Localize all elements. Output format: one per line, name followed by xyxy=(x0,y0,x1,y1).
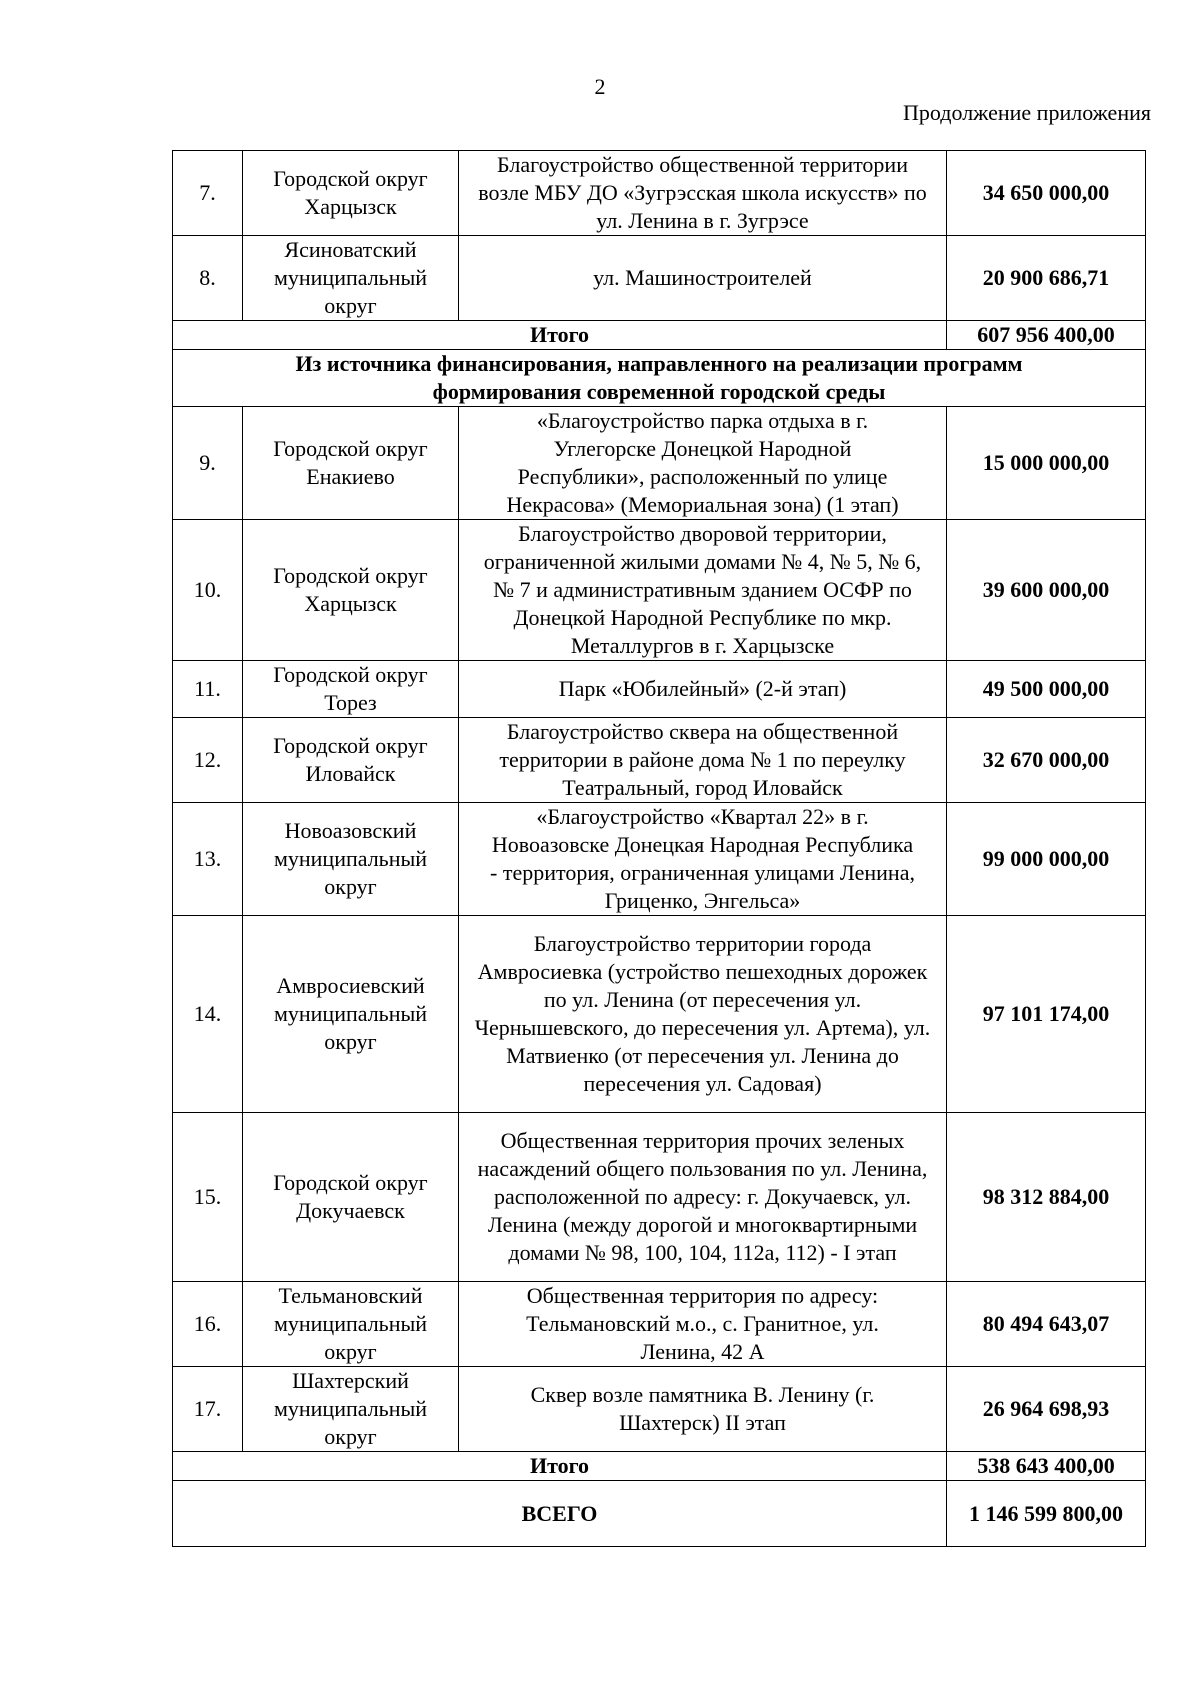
row-number: 11. xyxy=(173,661,243,718)
district-cell: Городской округ Торез xyxy=(243,661,459,718)
row-number: 13. xyxy=(173,803,243,916)
object-cell: Общественная территория прочих зеленых насаждений общего пользования по ул. Ленина, расположенной по адресу: г. Докучаевск, ул. Ленина (между дорогой и многоквартирными домами № 98, 100, 104, 112а, 112) - I этап xyxy=(459,1113,947,1282)
object-cell: «Благоустройство «Квартал 22» в г. Новоазовске Донецкая Народная Республика - территория, ограниченная улицами Ленина, Гриценко, Энгельса» xyxy=(459,803,947,916)
total-amount: 607 956 400,00 xyxy=(947,321,1146,350)
amount-cell: 39 600 000,00 xyxy=(947,520,1146,661)
district-cell: Ясиноватский муниципальный округ xyxy=(243,236,459,321)
section-header-row xyxy=(173,350,1146,407)
row-number: 10. xyxy=(173,520,243,661)
object-cell: Благоустройство дворовой территории, ограниченной жилыми домами № 4, № 5, № 6, № 7 и административным зданием ОСФР по Донецкой Народной Республике по мкр. Металлургов в г. Харцызске xyxy=(459,520,947,661)
object-cell: Благоустройство общественной территории возле МБУ ДО «Зугрэсская школа искусств» по ул. Ленина в г. Зугрэсе xyxy=(459,151,947,236)
table-row xyxy=(173,1282,1146,1367)
amount-cell: 26 964 698,93 xyxy=(947,1367,1146,1452)
table-row xyxy=(173,916,1146,1113)
table-row xyxy=(173,803,1146,916)
appendix-table xyxy=(172,150,1146,1547)
object-cell: Общественная территория по адресу: Тельмановский м.о., с. Гранитное, ул. Ленина, 42 А xyxy=(459,1282,947,1367)
district-cell: Шахтерский муниципальный округ xyxy=(243,1367,459,1452)
object-cell: ул. Машиностроителей xyxy=(459,236,947,321)
amount-cell: 34 650 000,00 xyxy=(947,151,1146,236)
amount-cell: 98 312 884,00 xyxy=(947,1113,1146,1282)
amount-cell: 99 000 000,00 xyxy=(947,803,1146,916)
grand-total-amount: 1 146 599 800,00 xyxy=(947,1481,1146,1547)
district-cell: Городской округ Иловайск xyxy=(243,718,459,803)
table-row xyxy=(173,520,1146,661)
amount-cell: 49 500 000,00 xyxy=(947,661,1146,718)
row-number: 9. xyxy=(173,407,243,520)
object-cell: Сквер возле памятника В. Ленину (г. Шахтерск) II этап xyxy=(459,1367,947,1452)
table-row xyxy=(173,236,1146,321)
amount-cell: 20 900 686,71 xyxy=(947,236,1146,321)
table-row xyxy=(173,151,1146,236)
row-number: 8. xyxy=(173,236,243,321)
row-number: 16. xyxy=(173,1282,243,1367)
row-number: 17. xyxy=(173,1367,243,1452)
row-number: 15. xyxy=(173,1113,243,1282)
table-row xyxy=(173,1113,1146,1282)
total-row xyxy=(173,321,1146,350)
amount-cell: 80 494 643,07 xyxy=(947,1282,1146,1367)
district-cell: Амвросиевский муниципальный округ xyxy=(243,916,459,1113)
amount-cell: 97 101 174,00 xyxy=(947,916,1146,1113)
total-row xyxy=(173,1452,1146,1481)
total-label: Итого xyxy=(173,321,947,350)
page-number: 2 xyxy=(594,74,606,99)
object-cell: Благоустройство сквера на общественной территории в районе дома № 1 по переулку Театральный, город Иловайск xyxy=(459,718,947,803)
table-row xyxy=(173,1367,1146,1452)
section-title: Из источника финансирования, направленного на реализации программ формирования современной городской среды xyxy=(173,350,1146,407)
total-amount: 538 643 400,00 xyxy=(947,1452,1146,1481)
row-number: 14. xyxy=(173,916,243,1113)
amount-cell: 32 670 000,00 xyxy=(947,718,1146,803)
district-cell: Городской округ Енакиево xyxy=(243,407,459,520)
amount-cell: 15 000 000,00 xyxy=(947,407,1146,520)
grand-total-row xyxy=(173,1481,1146,1547)
district-cell: Городской округ Харцызск xyxy=(243,520,459,661)
continuation-label: Продолжение приложения xyxy=(903,100,1151,125)
table-row xyxy=(173,718,1146,803)
total-label: Итого xyxy=(173,1452,947,1481)
district-cell: Городской округ Харцызск xyxy=(243,151,459,236)
row-number: 7. xyxy=(173,151,243,236)
object-cell: Благоустройство территории города Амвросиевка (устройство пешеходных дорожек по ул. Ленина (от пересечения ул. Чернышевского, до пересечения ул. Артема), ул. Матвиенко (от пересечения ул. Ленина до пересечения ул. Садовая) xyxy=(459,916,947,1113)
object-cell: Парк «Юбилейный» (2-й этап) xyxy=(459,661,947,718)
district-cell: Тельмановский муниципальный округ xyxy=(243,1282,459,1367)
table-row xyxy=(173,407,1146,520)
table-row xyxy=(173,661,1146,718)
object-cell: «Благоустройство парка отдыха в г. Углегорске Донецкой Народной Республики», расположенный по улице Некрасова» (Мемориальная зона) (1 этап) xyxy=(459,407,947,520)
row-number: 12. xyxy=(173,718,243,803)
district-cell: Новоазовский муниципальный округ xyxy=(243,803,459,916)
grand-total-label: ВСЕГО xyxy=(173,1481,947,1547)
district-cell: Городской округ Докучаевск xyxy=(243,1113,459,1282)
